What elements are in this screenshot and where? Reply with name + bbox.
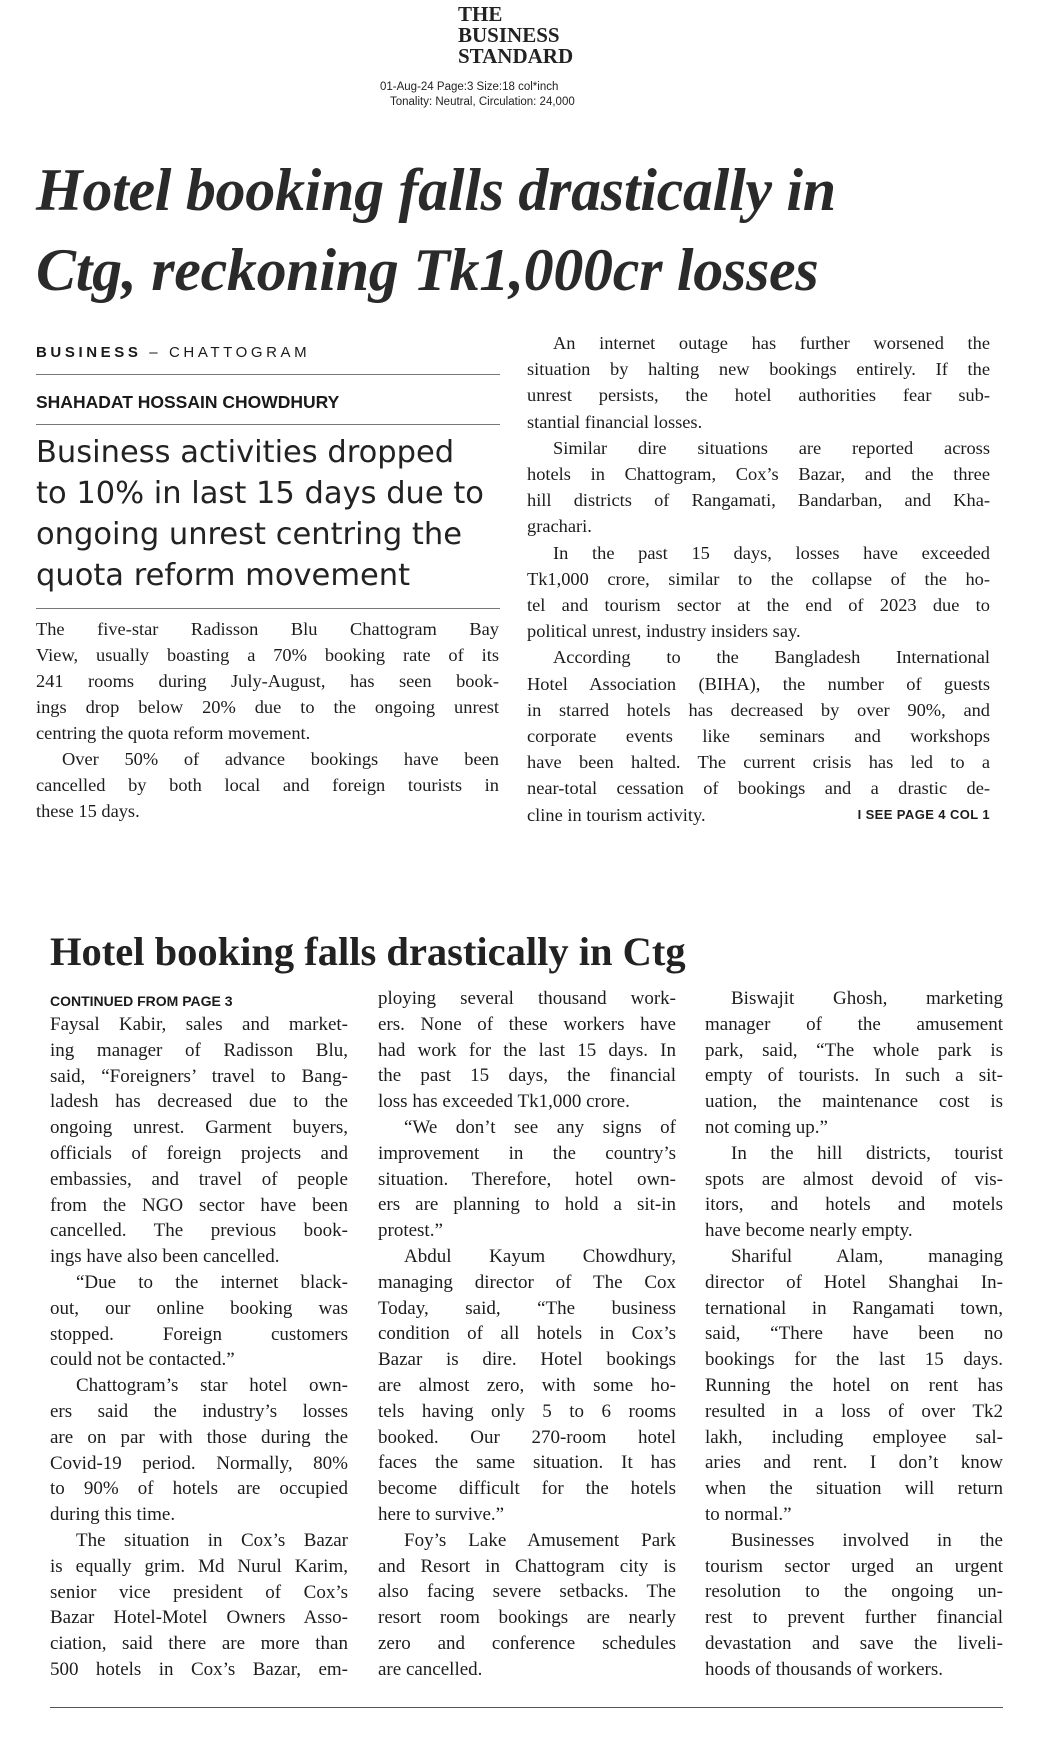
body-line: in starred hotels has decreased by over 90%, and [527, 699, 990, 720]
body-line: park, said, “The whole park is [705, 1039, 1003, 1061]
body-line: have been halted. The current crisis has led to a [527, 752, 990, 773]
body-line: stantial financial losses. [527, 411, 703, 432]
body-line: Chattogram’s star hotel own- [76, 1375, 348, 1397]
location-label: – CHATTOGRAM [141, 344, 311, 361]
body-line: hoods of thousands of workers. [705, 1658, 944, 1680]
body-line: centring the quota reform movement. [36, 723, 311, 743]
body-line: Biswajit Ghosh, marketing [731, 988, 1003, 1009]
body-line: In the past 15 days, losses have exceeded [553, 542, 990, 563]
body-line: Foy’s Lake Amusement Park [404, 1529, 676, 1551]
body-line: Over 50% of advance bookings have been [62, 749, 499, 769]
body-line: According to the Bangladesh International [553, 647, 990, 668]
body-line: also facing severe setbacks. The [378, 1581, 676, 1603]
body-line: condition of all hotels in Cox’s [378, 1323, 676, 1345]
body-line: aries and rent. I don’t know [705, 1452, 1003, 1474]
body-line: are almost zero, with some ho- [378, 1374, 676, 1396]
body-line: become difficult for the hotels [378, 1478, 676, 1500]
body-line: corporate events like seminars and workshops [527, 726, 990, 747]
headline-line: Ctg, reckoning Tk1,000cr losses [36, 237, 819, 303]
body-line: empty of tourists. In such a sit- [705, 1065, 1003, 1087]
body-line: ing manager of Radisson Blu, [50, 1039, 348, 1061]
body-line: to 90% of hotels are occupied [50, 1478, 348, 1500]
body-line: ciation, said there are more than [50, 1633, 348, 1655]
clip-meta-tonality-line: Tonality: Neutral, Circulation: 24,000 [390, 96, 575, 108]
body-line: had work for the last 15 days. In [378, 1039, 676, 1061]
body-line: ternational in Rangamati town, [705, 1297, 1003, 1319]
body-line: devastation and save the liveli- [705, 1632, 1003, 1654]
body-line: “We don’t see any signs of [404, 1116, 676, 1138]
body-line: these 15 days. [36, 801, 140, 821]
divider [36, 374, 500, 375]
body-line: not coming up.” [705, 1116, 828, 1138]
body-line: have become nearly empty. [705, 1220, 913, 1242]
bottom-rule [50, 1707, 1003, 1708]
continuation-headline: Hotel booking falls drastically in Ctg [50, 929, 686, 974]
body-line: Bazar is dire. Hotel bookings [378, 1349, 676, 1371]
body-line: Faysal Kabir, sales and market- [50, 1014, 348, 1035]
body-line: zero and conference schedules [378, 1632, 676, 1654]
body-line: when the situation will return [705, 1478, 1003, 1500]
body-line: tel and tourism sector at the end of 2023 due to [527, 595, 990, 616]
deck-line: quota reform movement [36, 558, 411, 593]
body-line: out, our online booking was [50, 1297, 348, 1319]
continuation-column-2 [378, 986, 676, 1683]
body-line: is equally grim. Md Nurul Karim, [50, 1555, 348, 1577]
section-label: BUSINESS [36, 344, 142, 361]
body-line: 500 hotels in Cox’s Bazar, em- [50, 1658, 348, 1680]
body-line: and Resort in Chattogram city is [378, 1555, 676, 1577]
body-line: grachari. [527, 516, 592, 537]
masthead-line: BUSINESS [458, 23, 560, 47]
body-line: Tk1,000 crore, similar to the collapse of the ho- [527, 568, 990, 589]
body-line: spots are almost devoid of vis- [705, 1168, 1003, 1190]
body-line: The five-star Radisson Blu Chattogram Bay [36, 619, 499, 639]
article-headline [36, 150, 1026, 310]
body-line: could not be contacted.” [50, 1349, 235, 1371]
body-line: hotels in Chattogram, Cox’s Bazar, and the three [527, 464, 990, 485]
body-line: resolution to the ongoing un- [705, 1581, 1003, 1603]
body-line: Running the hotel on rent has [705, 1374, 1003, 1396]
article-column-1 [36, 616, 499, 824]
body-line: An internet outage has further worsened the [553, 333, 990, 353]
body-line: cancelled by both local and foreign tourists in [36, 775, 499, 795]
body-line: manager of the amusement [705, 1013, 1003, 1035]
body-line: lakh, including employee sal- [705, 1426, 1003, 1448]
body-line: ers said the industry’s losses [50, 1400, 348, 1422]
body-line: ings have also been cancelled. [50, 1246, 280, 1268]
body-line: unrest persists, the hotel authorities fear sub- [527, 385, 990, 406]
body-line: during this time. [50, 1504, 176, 1526]
body-line: near-total cessation of bookings and a drastic de- [527, 778, 990, 799]
body-line: ladesh has decreased due to the [50, 1091, 348, 1113]
body-line: situation. Therefore, hotel own- [378, 1168, 676, 1190]
body-line: bookings for the last 15 days. [705, 1349, 1003, 1371]
byline: SHAHADAT HOSSAIN CHOWDHURY [36, 392, 340, 412]
body-line: here to survive.” [378, 1503, 505, 1525]
body-line: improvement in the country’s [378, 1142, 676, 1164]
deck-line: to 10% in last 15 days due to [36, 476, 484, 511]
body-line: said, “There have been no [705, 1323, 1003, 1345]
body-line: stopped. Foreign customers [50, 1323, 348, 1345]
body-line: resort room bookings are nearly [378, 1607, 676, 1629]
body-line: The situation in Cox’s Bazar [76, 1529, 348, 1551]
body-line: ings drop below 20% due to the ongoing unrest [36, 697, 499, 717]
deck-line: ongoing unrest centring the [36, 517, 462, 552]
body-line: are on par with those during the [50, 1426, 348, 1448]
body-line: cline in tourism activity. [527, 804, 706, 825]
body-line: Today, said, “The business [378, 1297, 676, 1319]
continuation-column-3 [705, 986, 1003, 1683]
body-line: said, “Foreigners’ travel to Bang- [50, 1065, 348, 1087]
body-line: situation by halting new bookings entirely. If the [527, 359, 990, 380]
continuation-column-1 [50, 1012, 348, 1683]
body-line: rest to prevent further financial [705, 1607, 1003, 1629]
body-line: itors, and hotels and motels [705, 1194, 1003, 1216]
body-line: Bazar Hotel-Motel Owners Asso- [50, 1607, 348, 1629]
see-page-link: I SEE PAGE 4 COL 1 [857, 806, 990, 822]
body-line: Shariful Alam, managing [731, 1245, 1003, 1267]
body-line: “Due to the internet black- [76, 1271, 348, 1293]
body-line: booked. Our 270-room hotel [378, 1426, 676, 1448]
body-line: the past 15 days, the financial [378, 1065, 676, 1087]
body-line: ers. None of these workers have [378, 1013, 676, 1035]
body-line: officials of foreign projects and [50, 1142, 348, 1164]
masthead-logo [458, 4, 608, 67]
body-line: senior vice president of Cox’s [50, 1581, 348, 1603]
body-line: managing director of The Cox [378, 1271, 676, 1293]
body-line: ongoing unrest. Garment buyers, [50, 1117, 348, 1139]
body-line: Covid-19 period. Normally, 80% [50, 1452, 348, 1474]
masthead-line: THE [458, 2, 503, 26]
deck-line: Business activities dropped [36, 435, 455, 470]
body-line: are cancelled. [378, 1658, 483, 1680]
body-line: 241 rooms during July-August, has seen book- [36, 671, 499, 691]
body-line: Hotel Association (BIHA), the number of guests [527, 673, 990, 694]
body-line: to normal.” [705, 1503, 792, 1525]
clip-meta [380, 80, 680, 110]
body-line: View, usually boasting a 70% booking rate of its [36, 645, 499, 665]
body-line: Businesses involved in the [731, 1529, 1003, 1551]
body-last-line [527, 802, 990, 828]
body-line: political unrest, industry insiders say. [527, 621, 801, 642]
article-column-2 [527, 330, 990, 828]
continued-from-label: CONTINUED FROM PAGE 3 [50, 993, 233, 1009]
clip-meta-date-line: 01-Aug-24 Page:3 Size:18 col*inch [380, 81, 559, 93]
body-line: Abdul Kayum Chowdhury, [404, 1245, 676, 1267]
body-line: cancelled. The previous book- [50, 1220, 348, 1242]
body-line: protest.” [378, 1220, 443, 1242]
body-line: tels having only 5 to 6 rooms [378, 1400, 676, 1422]
divider [36, 424, 500, 425]
body-line: from the NGO sector have been [50, 1194, 348, 1216]
body-line: ploying several thousand work- [378, 988, 676, 1009]
body-line: tourism sector urged an urgent [705, 1555, 1003, 1577]
body-line: loss has exceeded Tk1,000 crore. [378, 1091, 630, 1113]
body-line: faces the same situation. It has [378, 1452, 676, 1474]
masthead-line: STANDARD [458, 44, 574, 68]
body-line: hill districts of Rangamati, Bandarban, and Kha- [527, 490, 990, 511]
article-deck [36, 432, 500, 596]
divider [36, 608, 500, 609]
body-line: resulted in a loss of over Tk2 [705, 1400, 1003, 1422]
body-line: In the hill districts, tourist [731, 1142, 1003, 1164]
body-line: embassies, and travel of people [50, 1168, 348, 1190]
headline-line: Hotel booking falls drastically in [36, 157, 836, 223]
section-kicker [36, 344, 496, 361]
body-line: uation, the maintenance cost is [705, 1091, 1003, 1113]
body-line: director of Hotel Shanghai In- [705, 1271, 1003, 1293]
body-line: Similar dire situations are reported across [553, 437, 990, 458]
body-line: ers are planning to hold a sit-in [378, 1194, 676, 1216]
